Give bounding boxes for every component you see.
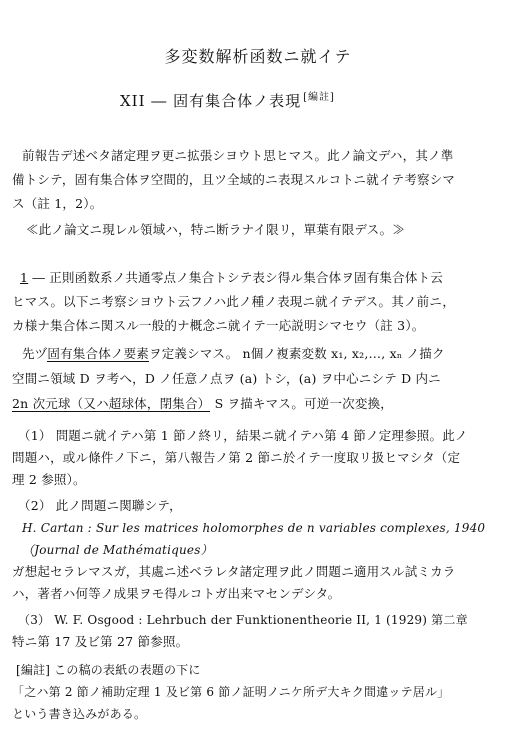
section-number: 1 [20,270,29,285]
document-subtitle [120,88,420,111]
note-3-line-2: 特ニ第 17 及ビ第 27 節参照。 [12,634,189,649]
definition-text: ヲ定義シマス。 n個ノ複素変数 x₁, x₂,…, xₙ ノ描ク [149,346,445,361]
definition-text-2: S ヲ描キマス。可逆一次変換， [210,396,393,411]
editor-note-line-1: [編註] この稿の表紙の表題の下に [16,663,201,677]
note-2-line-1: （2） 此ノ問題ニ関聯シテ， [18,498,182,513]
definition-intro-word: 先ヅ [22,346,48,361]
definition-line-3 [12,396,393,412]
note-2-line-5: ハ，著者ハ何等ノ成果ヲモ得ルコトガ出来マセンデシタ。 [12,586,341,601]
editor-note-line-2: 「之ハ第 2 節ノ補助定理 1 及ビ第 6 節ノ証明ノニケ所デ大キク間違ッテ居ル」 [12,685,450,699]
note-1-line-3: 理 2 参照）。 [12,472,86,487]
sphere-term: 2n 次元球（又ハ超球体，閉集合） [12,396,211,411]
note-2-journal: （Journal de Mathématiques） [22,543,213,557]
defined-term: 固有集合体ノ要素 [47,346,150,361]
note-3-line-1: （3） W. F. Osgood : Lehrbuch der Funktionentheorie II, 1 (1929) 第二章 [18,613,468,627]
note-2-line-4: ガ想起セラレマスガ，其處ニ述ベラレタ諸定理ヲ此ノ問題ニ適用スル試ミカラ [12,564,456,579]
subtitle-text: XII ― 固有集合体ノ表現 [120,92,302,110]
note-1-line-2: 問題ハ，或ル條件ノ下ニ，第八報告ノ第 2 節ニ於イテ一度取リ扱ヒマシタ（定 [12,450,461,465]
note-2-reference: H. Cartan : Sur les matrices holomorphes de n variables complexes, 1940 [22,521,486,535]
editor-note-line-3: という書き込みがある。 [12,707,147,721]
definition-line-2: 空間ニ領域 D ヲ考へ，D ノ任意ノ点ヲ (a) トシ，(a) ヲ中心ニシテ D 内ニ [12,371,441,386]
intro-line-2: 備トシテ，固有集合体ヲ空間的，且ツ全域的ニ表現スルコトニ就イテ考察シマ [12,172,456,187]
intro-line-1: 前報告デ述ベタ諸定理ヲ更ニ拡張シヨウト思ヒマス。此ノ論文デハ，其ノ準 [22,148,454,163]
scope-remark: ≪此ノ論文ニ現レル領域ハ，特ニ断ラナイ限リ，單葉有限デス。≫ [26,222,406,237]
section-dash: ― [32,270,46,285]
definition-line-1 [22,346,445,362]
section-1-line-1: 正則函数系ノ共通零点ノ集合トシテ表シ得ル集合体ヲ固有集合体ト云 [49,270,443,285]
editor-note-tag: [編註] [303,92,335,103]
section-1-line-3: カ様ナ集合体ニ関スル一般的ナ概念ニ就イテ一応説明シマセウ（註 3）。 [12,318,425,333]
intro-line-3: ス（註 1，2）。 [12,196,103,211]
note-1-line-1: （1） 問題ニ就イテハ第 1 節ノ終リ，結果ニ就イテハ第 4 節ノ定理参照。此ノ [18,428,468,443]
section-1-heading [20,270,443,286]
section-1-line-2: ヒマス。以下ニ考察シヨウト云フノハ此ノ種ノ表現ニ就イテデス。其ノ前ニ， [12,294,456,309]
document-title: 多変数解析函数ニ就イテ [164,47,352,66]
